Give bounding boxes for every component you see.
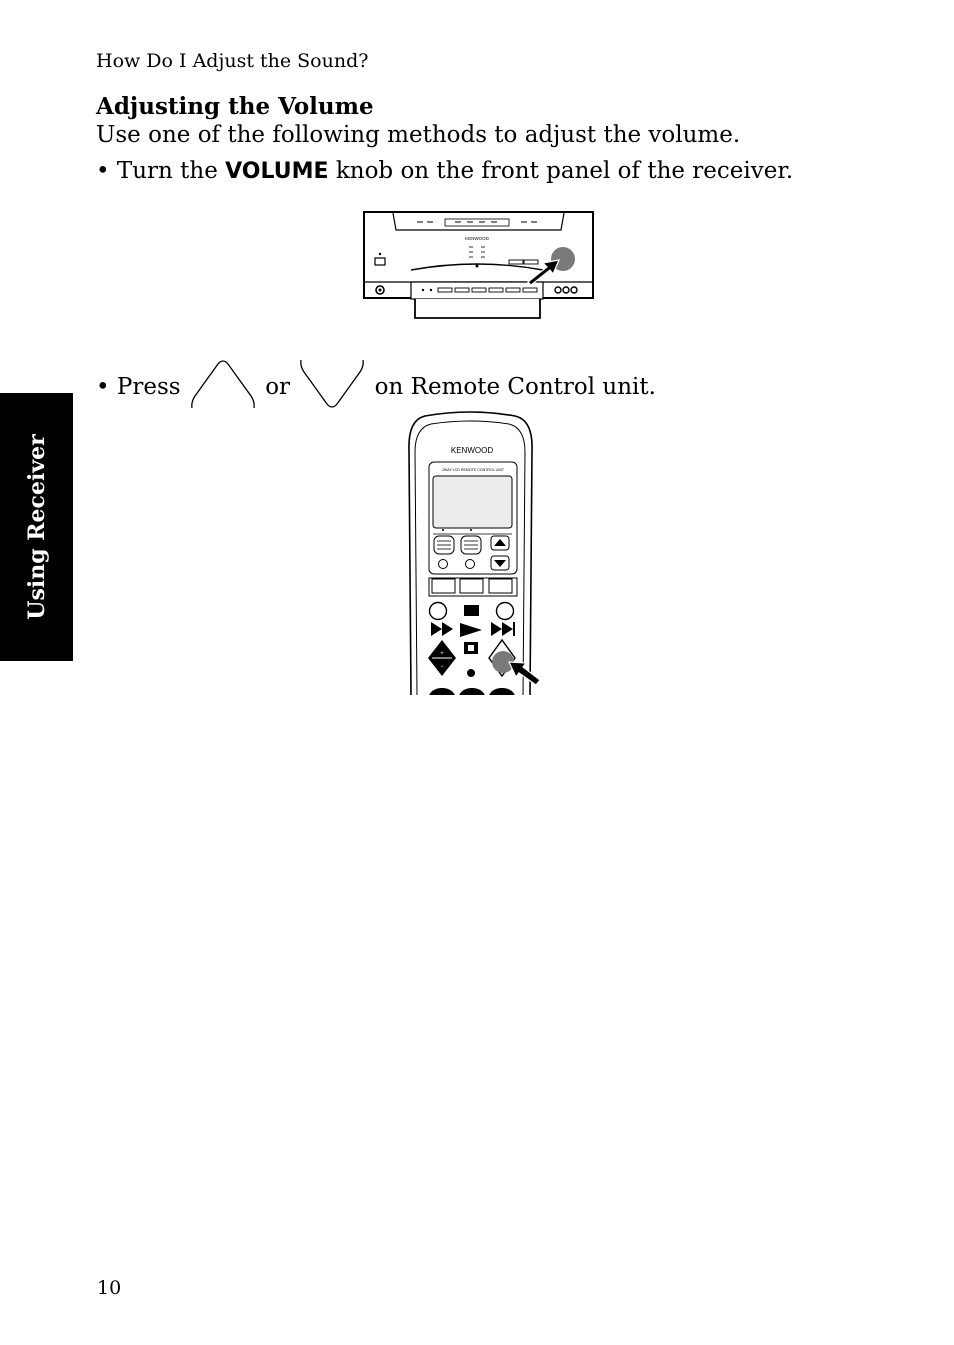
side-tab (0, 393, 73, 661)
bullet-text: or (257, 374, 298, 400)
remote-control-illustration (405, 410, 545, 695)
remote-lcd-screen (433, 476, 512, 528)
remote-lcd-caption: 2WAY LCD REMOTE CONTROL UNIT (441, 468, 505, 472)
receiver-front-panel-illustration (363, 210, 595, 322)
side-tab-label: Using Receiver (23, 434, 50, 620)
remote-brand-logo: KENWOOD (450, 446, 494, 455)
bullet-remote-keys (96, 362, 656, 414)
svg-text:+: + (440, 651, 444, 657)
bullet-text: knob on the front panel of the receiver. (328, 158, 794, 184)
volume-down-key-icon (297, 358, 367, 410)
intro-text: Use one of the following methods to adjust the volume. (96, 122, 741, 148)
receiver-brand-logo: KENWOOD (465, 236, 489, 241)
page-number: 10 (97, 1277, 122, 1299)
volume-up-key-icon (188, 358, 258, 410)
running-head: How Do I Adjust the Sound? (96, 50, 369, 72)
bullet-text: on Remote Control unit. (367, 374, 656, 400)
bullet-volume-knob (96, 158, 793, 184)
svg-text:−: − (440, 664, 444, 670)
bullet-text: • Turn the (96, 158, 226, 184)
bullet-text: • Press (96, 374, 188, 400)
volume-keyword: VOLUME (225, 159, 329, 184)
section-title: Adjusting the Volume (96, 93, 374, 120)
